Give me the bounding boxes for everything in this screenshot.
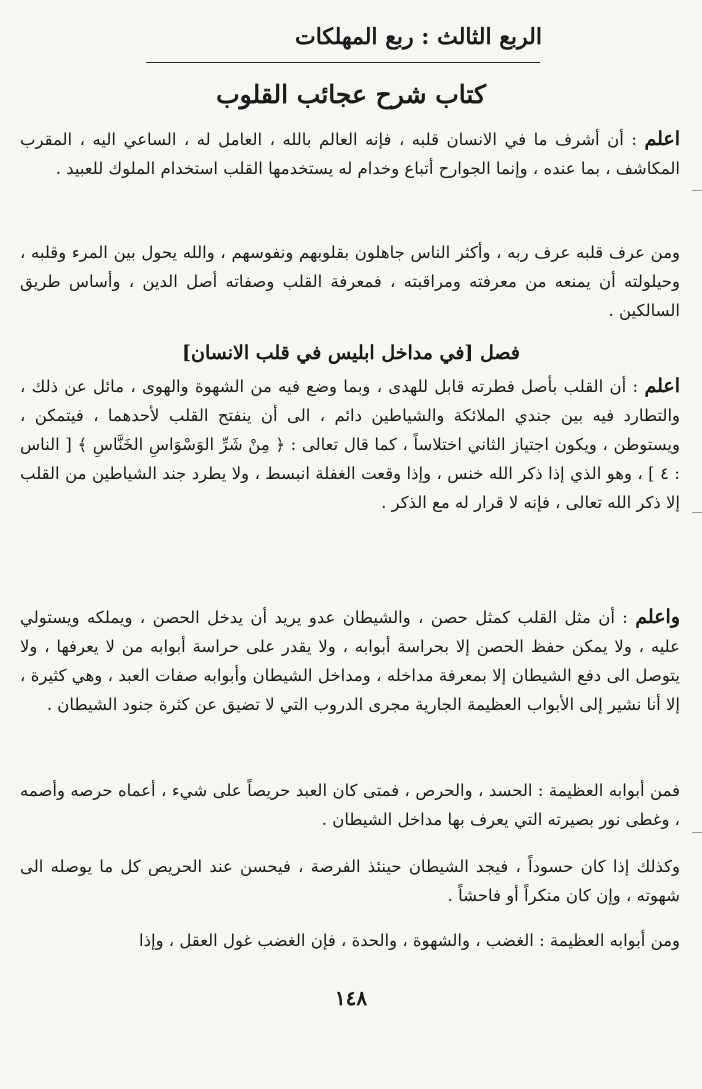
running-head: الربع الثالث : ربع المهلكات (295, 24, 542, 50)
margin-mark (692, 512, 702, 513)
page-number: ١٤٨ (334, 986, 368, 1010)
header-rule (146, 62, 540, 63)
paragraph-lead: اعلم (644, 128, 680, 150)
paragraph-5 (20, 776, 680, 834)
paragraph-1 (20, 125, 680, 183)
margin-mark (692, 832, 702, 833)
paragraph-2 (20, 238, 680, 325)
paragraph-text: : أن أشرف ما في الانسان قلبه ، فإنه العالم بالله ، العامل له ، الساعي اليه ، المقرب المكاشف ، بما عنده ، وإنما الجوارح أتباع وخدام له يستخدمها القلب استخدام الملوك للعبيد . (20, 130, 680, 178)
paragraph-6 (20, 852, 680, 910)
paragraph-text: ومن أبوابه العظيمة : الغضب ، والشهوة ، والحدة ، فإن الغضب غول العقل ، وإذا (139, 931, 680, 950)
paragraph-4 (20, 603, 680, 719)
section-heading: فصل [في مداخل ابليس في قلب الانسان] (182, 342, 520, 364)
margin-mark (692, 190, 702, 191)
paragraph-lead: اعلم (644, 375, 680, 397)
paragraph-text: وكذلك إذا كان حسوداً ، فيجد الشيطان حينئذ الفرصة ، فيحسن عند الحريص كل ما يوصله الى شهوته ، وإن كان منكراً أو فاحشاً . (20, 857, 680, 905)
paragraph-text: ومن عرف قلبه عرف ربه ، وأكثر الناس جاهلون بقلوبهم ونفوسهم ، والله يحول بين المرء وقلبه ، وحيلولته أن يمنعه من معرفته ومراقبته ، فمعرفة القلب وصفاته أصل الدين ، وأساس طريق السالكين . (20, 243, 680, 320)
paragraph-text: فمن أبوابه العظيمة : الحسد ، والحرص ، فمتى كان العبد حريصاً على شيء ، أعماه حرصه وأصمه ، وغطى نور بصيرته التي يعرف بها مداخل الشيطان . (20, 781, 680, 829)
chapter-title: كتاب شرح عجائب القلوب (216, 80, 486, 109)
paragraph-text: : أن القلب بأصل فطرته قابل للهدى ، وبما وضع فيه من الشهوة والهوى ، مائل عن ذلك ، والتطارد فيه بين جندي الملائكة والشياطين دائم ، الى أن ينفتح القلب لأحدهما ، فيتمكن ، ويستوطن ، ويكون اجتياز الثاني اختلاساً ، كما قال تعالى : ﴿ مِنْ شَرِّ الوَسْوَاسِ الخَنَّاسِ ﴾ [ الناس : ٤ ] ، وهو الذي إذا ذكر الله خنس ، وإذا وقعت الغفلة انبسط ، ولا يطرد جند الشياطين من القلب إلا ذكر الله تعالى ، فإنه لا قرار له مع الذكر . (20, 377, 680, 512)
paragraph-7 (20, 926, 680, 955)
paragraph-3 (20, 372, 680, 517)
paragraph-lead: واعلم (635, 606, 680, 628)
paragraph-text: : أن مثل القلب كمثل حصن ، والشيطان عدو يريد أن يدخل الحصن ، ويملكه ويستولي عليه ، ولا يمكن حفظ الحصن إلا بحراسة أبوابه ، ولا يقدر على حراسة أبوابه من لا يعرفها ، ولا يتوصل الى دفع الشيطان إلا بمعرفة مداخله ، ومداخل الشيطان وأبوابه صفات العبد ، وهي كثيرة ، إلا أنا نشير إلى الأبواب العظيمة الجارية مجرى الدروب التي لا تضيق عن كثرة جنود الشيطان . (20, 608, 680, 714)
